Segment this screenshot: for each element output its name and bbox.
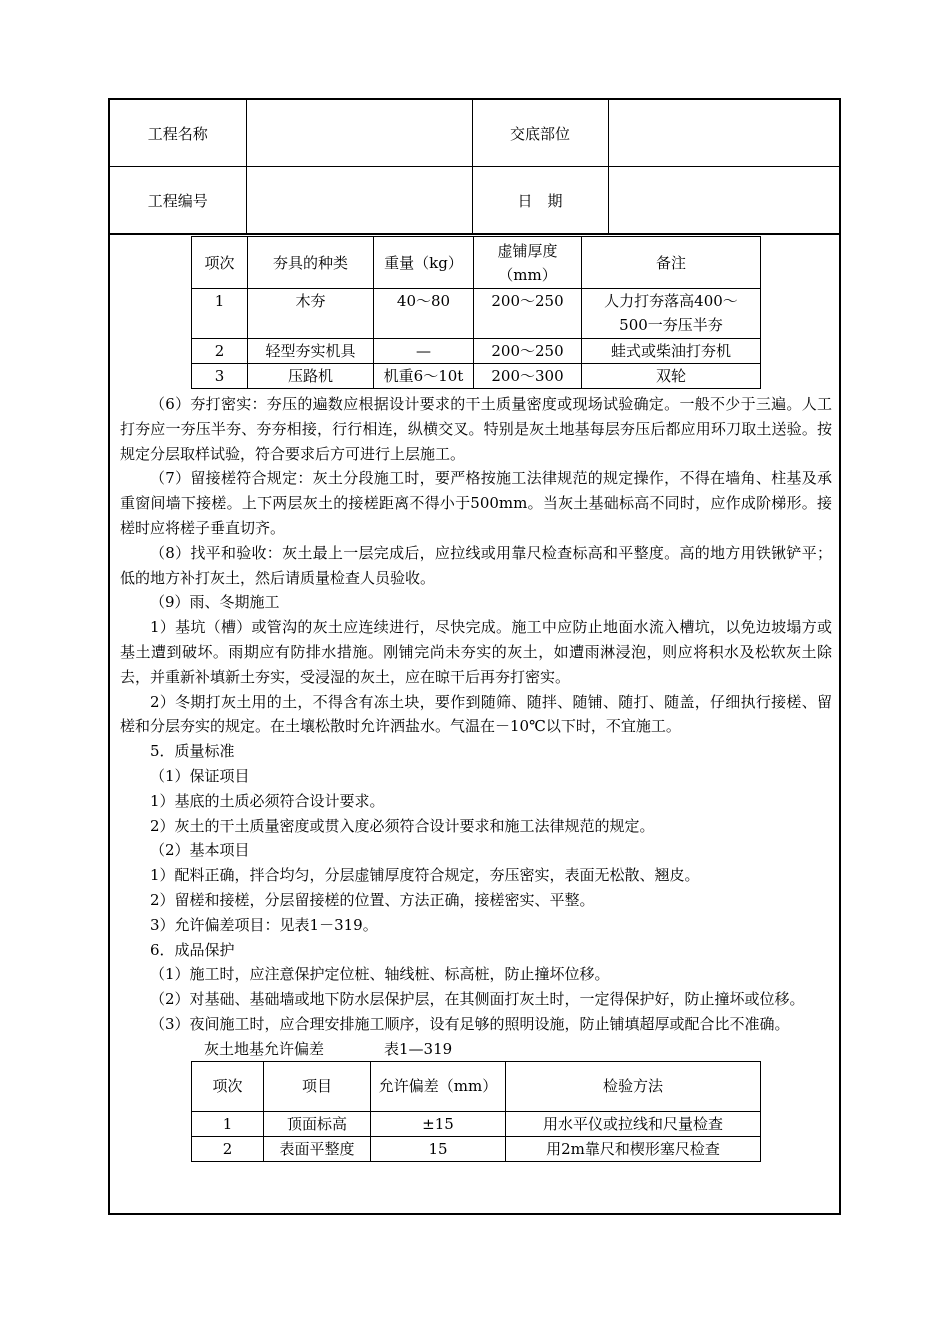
tamp-header-weight: 重量（kg） bbox=[374, 237, 474, 289]
table-row bbox=[192, 289, 761, 339]
tamp-header-remarks: 备注 bbox=[582, 237, 761, 289]
table-cell: 3 bbox=[192, 364, 248, 389]
tamp-header-type: 夯具的种类 bbox=[248, 237, 374, 289]
table-cell: 双轮 bbox=[582, 364, 761, 389]
tolerance-caption bbox=[204, 1037, 832, 1061]
list-item: （3）夜间施工时，应合理安排施工顺序，设有足够的照明设施，防止铺填超厚或配合比不准确。 bbox=[150, 1014, 790, 1033]
tolerance-header-index: 项次 bbox=[192, 1061, 264, 1111]
project-name-label: 工程名称 bbox=[110, 100, 246, 167]
paragraph-tamping: （6）夯打密实：夯压的遍数应根据设计要求的干土质量密度或现场试验确定。一般不少于三遍。人工打夯应一夯压半夯、夯夯相接，行行相连，纵横交叉。特别是灰土地基每层夯压后都应用环刀取土送验。按规定分层取样试验，符合要求后方可进行上层施工。 bbox=[120, 395, 832, 463]
table-cell: 蛙式或柴油打夯机 bbox=[582, 339, 761, 364]
tolerance-caption-title: 灰土地基允许偏差 bbox=[204, 1039, 325, 1058]
table-cell: 人力打夯落高400～500一夯压半夯 bbox=[582, 289, 761, 339]
table-cell: 200～300 bbox=[474, 364, 582, 389]
subheading-basic-items: （2）基本项目 bbox=[150, 841, 250, 860]
paragraph-leveling: （8）找平和验收：灰土最上一层完成后，应拉线或用靠尺检查标高和平整度。高的地方用铁锹铲平；低的地方补打灰土，然后请质量检查人员验收。 bbox=[120, 543, 832, 587]
handover-part-value bbox=[608, 100, 839, 167]
table-cell: 用水平仪或拉线和尺量检查 bbox=[506, 1111, 761, 1136]
paragraph-rain-season: 1）基坑（槽）或管沟的灰土应连续进行，尽快完成。施工中应防止地面水流入槽坑，以免边坡塌方或基土遭到破坏。雨期应有防排水措施。刚铺完尚未夯实的灰土，如遭雨淋浸泡，则应将积水及松软灰土除去，并重新补填新土夯实，受浸湿的灰土，应在晾干后再夯打密实。 bbox=[120, 618, 832, 686]
table-cell: 40～80 bbox=[374, 289, 474, 339]
tolerance-table bbox=[191, 1061, 761, 1162]
tolerance-caption-number: 表1—319 bbox=[384, 1039, 453, 1058]
table-row bbox=[192, 339, 761, 364]
document-frame bbox=[108, 98, 841, 1215]
project-number-label: 工程编号 bbox=[110, 167, 246, 235]
table-cell: 1 bbox=[192, 289, 248, 339]
section-heading-quality: 5．质量标准 bbox=[150, 742, 235, 761]
paragraph-rain-winter-heading: （9）雨、冬期施工 bbox=[150, 593, 280, 612]
list-item: 1）基底的土质必须符合设计要求。 bbox=[150, 791, 385, 810]
table-cell: 200～250 bbox=[474, 289, 582, 339]
table-row bbox=[192, 1136, 761, 1161]
table-cell: 2 bbox=[192, 1136, 264, 1161]
project-number-value bbox=[246, 167, 472, 235]
table-cell: 轻型夯实机具 bbox=[248, 339, 374, 364]
tamp-header-index: 项次 bbox=[192, 237, 248, 289]
tolerance-header-item: 项目 bbox=[264, 1061, 371, 1111]
table-row bbox=[192, 364, 761, 389]
date-value bbox=[608, 167, 839, 235]
subheading-guaranteed-items: （1）保证项目 bbox=[150, 766, 250, 785]
list-item: 1）配料正确，拌合均匀，分层虚铺厚度符合规定，夯压密实，表面无松散、翘皮。 bbox=[150, 866, 700, 885]
section-heading-protection: 6．成品保护 bbox=[150, 940, 235, 959]
tamp-header-thickness: 虚铺厚度（mm） bbox=[474, 237, 582, 289]
project-name-value bbox=[246, 100, 472, 167]
list-item: （2）对基础、基础墙或地下防水层保护层，在其侧面打灰土时，一定得保护好，防止撞坏或位移。 bbox=[150, 990, 805, 1009]
table-cell: 200～250 bbox=[474, 339, 582, 364]
content-body bbox=[120, 236, 832, 1162]
header-table bbox=[110, 100, 839, 235]
tolerance-header-method: 检验方法 bbox=[506, 1061, 761, 1111]
list-item: 3）允许偏差项目：见表1－319。 bbox=[150, 915, 378, 934]
table-cell: ±15 bbox=[371, 1111, 506, 1136]
table-cell: 木夯 bbox=[248, 289, 374, 339]
paragraph-winter-season: 2）冬期打灰土用的土，不得含有冻土块，要作到随筛、随拌、随铺、随打、随盖，仔细执行接槎、留槎和分层夯实的规定。在土壤松散时允许洒盐水。气温在－10℃以下时，不宜施工。 bbox=[120, 692, 832, 736]
table-cell: 2 bbox=[192, 339, 248, 364]
table-cell: — bbox=[374, 339, 474, 364]
tamp-table bbox=[191, 236, 761, 389]
table-cell: 表面平整度 bbox=[264, 1136, 371, 1161]
table-cell: 用2m靠尺和楔形塞尺检查 bbox=[506, 1136, 761, 1161]
table-cell: 15 bbox=[371, 1136, 506, 1161]
list-item: （1）施工时，应注意保护定位桩、轴线桩、标高桩，防止撞坏位移。 bbox=[150, 965, 610, 984]
table-row bbox=[192, 1111, 761, 1136]
paragraph-joints: （7）留接槎符合规定：灰土分段施工时，要严格按施工法律规范的规定操作，不得在墙角、柱基及承重窗间墙下接槎。上下两层灰土的接槎距离不得小于500mm。当灰土基础标高不同时，应作成阶梯形。接槎时应将槎子垂直切齐。 bbox=[120, 469, 832, 537]
list-item: 2）灰土的干土质量密度或贯入度必须符合设计要求和施工法律规范的规定。 bbox=[150, 816, 655, 835]
table-cell: 压路机 bbox=[248, 364, 374, 389]
table-cell: 1 bbox=[192, 1111, 264, 1136]
table-cell: 机重6～10t bbox=[374, 364, 474, 389]
date-label: 日 期 bbox=[472, 167, 608, 235]
tolerance-header-deviation: 允许偏差（mm） bbox=[371, 1061, 506, 1111]
handover-part-label: 交底部位 bbox=[472, 100, 608, 167]
table-cell: 顶面标高 bbox=[264, 1111, 371, 1136]
list-item: 2）留槎和接槎，分层留接槎的位置、方法正确，接槎密实、平整。 bbox=[150, 890, 595, 909]
